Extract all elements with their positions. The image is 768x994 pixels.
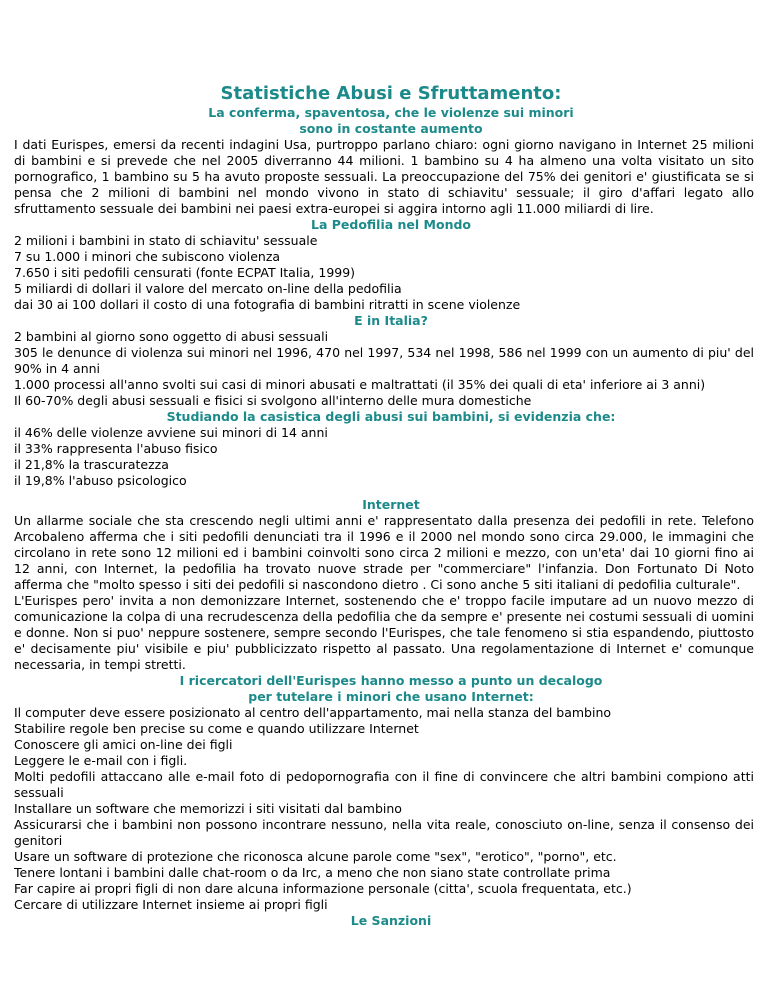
decalogue-heading-1: I ricercatori dell'Eurispes hanno messo a punto un decalogo (179, 673, 603, 688)
world-item: 7 su 1.000 i minori che subiscono violenza (14, 249, 281, 264)
world-item: 7.650 i siti pedofili censurati (fonte ECPAT Italia, 1999) (14, 265, 356, 280)
decalogue-heading-2: per tutelare i minori che usano Internet: (248, 689, 534, 704)
cases-item: il 19,8% l'abuso psicologico (14, 473, 187, 488)
italy-heading: E in Italia? (354, 313, 428, 328)
internet-heading: Internet (362, 497, 420, 512)
internet-paragraph: L'Eurispes pero' invita a non demonizzare Internet, sostenendo che e' troppo facile imputare ad un nuovo mezzo di comunicazione la colpa di una recrudescenza della pedofilia che da sempre e' presente nei costumi sessuali di uomini e donne. Non si puo' neppure sostenere, sempre secondo l'Eurispes, che tale fenomeno si stia espandendo, piuttosto e' decisamente piu' visibile e piu' pubblicizzato rispetto al passato. Una regolamentazione di Internet e' comunque necessaria, in tempi stretti. (14, 593, 754, 672)
italy-item: 1.000 processi all'anno svolti sui casi di minori abusati e maltrattati (il 35% dei quali di eta' inferiore ai 3 anni) (14, 377, 706, 392)
italy-item: 305 le denunce di violenza sui minori nel 1996, 470 nel 1997, 534 nel 1998, 586 nel 1999 con un aumento di piu' del 90% in 4 anni (14, 345, 754, 376)
decalogue-item: Usare un software di protezione che riconosca alcune parole come "sex", "erotico", "porno", etc. (14, 849, 617, 864)
decalogue-item: Tenere lontani i bambini dalle chat-room o da Irc, a meno che non siano state controllate prima (14, 865, 611, 880)
intro-heading-1: La conferma, spaventosa, che le violenze sui minori (208, 105, 574, 120)
decalogue-item: Il computer deve essere posizionato al centro dell'appartamento, mai nella stanza del bambino (14, 705, 612, 720)
world-item: 5 miliardi di dollari il valore del mercato on-line della pedofilia (14, 281, 402, 296)
page-title: Statistiche Abusi e Sfruttamento: (220, 83, 562, 104)
intro-paragraph: I dati Eurispes, emersi da recenti indagini Usa, purtroppo parlano chiaro: ogni giorno navigano in Internet 25 milioni di bambini e si prevede che nel 2005 diverranno 44 milioni. 1 bambino su 4 ha almeno una volta visitato un sito pornografico, 1 bambino su 5 ha avuto proposte sessuali. La preoccupazione del 75% dei genitori e' giustificata se si pensa che 2 milioni di bambini nel mondo vivono in stato di schiavitu' sessuale; il giro d'affari legato allo sfruttamento sessuale dei bambini nei paesi extra-europei si aggira intorno agli 11.000 miliardi di lire. (14, 137, 754, 216)
world-heading: La Pedofilia nel Mondo (310, 217, 472, 232)
intro-heading-2: sono in costante aumento (299, 121, 483, 136)
world-item: 2 milioni i bambini in stato di schiavitu' sessuale (14, 233, 318, 248)
cases-item: il 21,8% la trascuratezza (14, 457, 169, 472)
cases-heading: Studiando la casistica degli abusi sui bambini, si evidenzia che: (166, 409, 616, 424)
italy-item: Il 60-70% degli abusi sessuali e fisici si svolgono all'interno delle mura domestiche (14, 393, 532, 408)
world-item: dai 30 ai 100 dollari il costo di una fotografia di bambini ritratti in scene violenze (14, 297, 521, 312)
decalogue-item: Leggere le e-mail con i figli. (14, 753, 188, 768)
decalogue-item: Conoscere gli amici on-line dei figli (14, 737, 233, 752)
cases-item: il 46% delle violenze avviene sui minori di 14 anni (14, 425, 328, 440)
decalogue-item: Cercare di utilizzare Internet insieme ai propri figli (14, 897, 328, 912)
italy-item: 2 bambini al giorno sono oggetto di abusi sessuali (14, 329, 329, 344)
decalogue-item: Installare un software che memorizzi i siti visitati dal bambino (14, 801, 402, 816)
decalogue-item: Stabilire regole ben precise su come e quando utilizzare Internet (14, 721, 419, 736)
decalogue-item: Molti pedofili attaccano alle e-mail foto di pedopornografia con il fine di convincere che altri bambini compiono atti sessuali (14, 769, 754, 800)
internet-paragraph: Un allarme sociale che sta crescendo negli ultimi anni e' rappresentato dalla presenza dei pedofili in rete. Telefono Arcobaleno afferma che i siti pedofili denunciati tra il 1996 e il 2000 nel mondo sono circa 29.000, le immagini che circolano in rete sono 12 milioni ed i bambini coinvolti sono circa 2 milioni e mezzo, con un'eta' dai 10 giorni fino ai 12 anni, con Internet, la pedofilia ha trovato nuove strade per "commerciare" l'infanzia. Don Fortunato Di Noto afferma che "molto spesso i siti dei pedofili si nascondono dietro . Ci sono anche 5 siti italiani di pedofilia culturale". (14, 513, 754, 592)
cases-item: il 33% rappresenta l'abuso fisico (14, 441, 218, 456)
decalogue-item: Assicurarsi che i bambini non possono incontrare nessuno, nella vita reale, conosciuto on-line, senza il consenso dei genitori (14, 817, 754, 848)
decalogue-item: Far capire ai propri figli di non dare alcuna informazione personale (citta', scuola frequentata, etc.) (14, 881, 632, 896)
sanctions-heading: Le Sanzioni (350, 913, 432, 928)
